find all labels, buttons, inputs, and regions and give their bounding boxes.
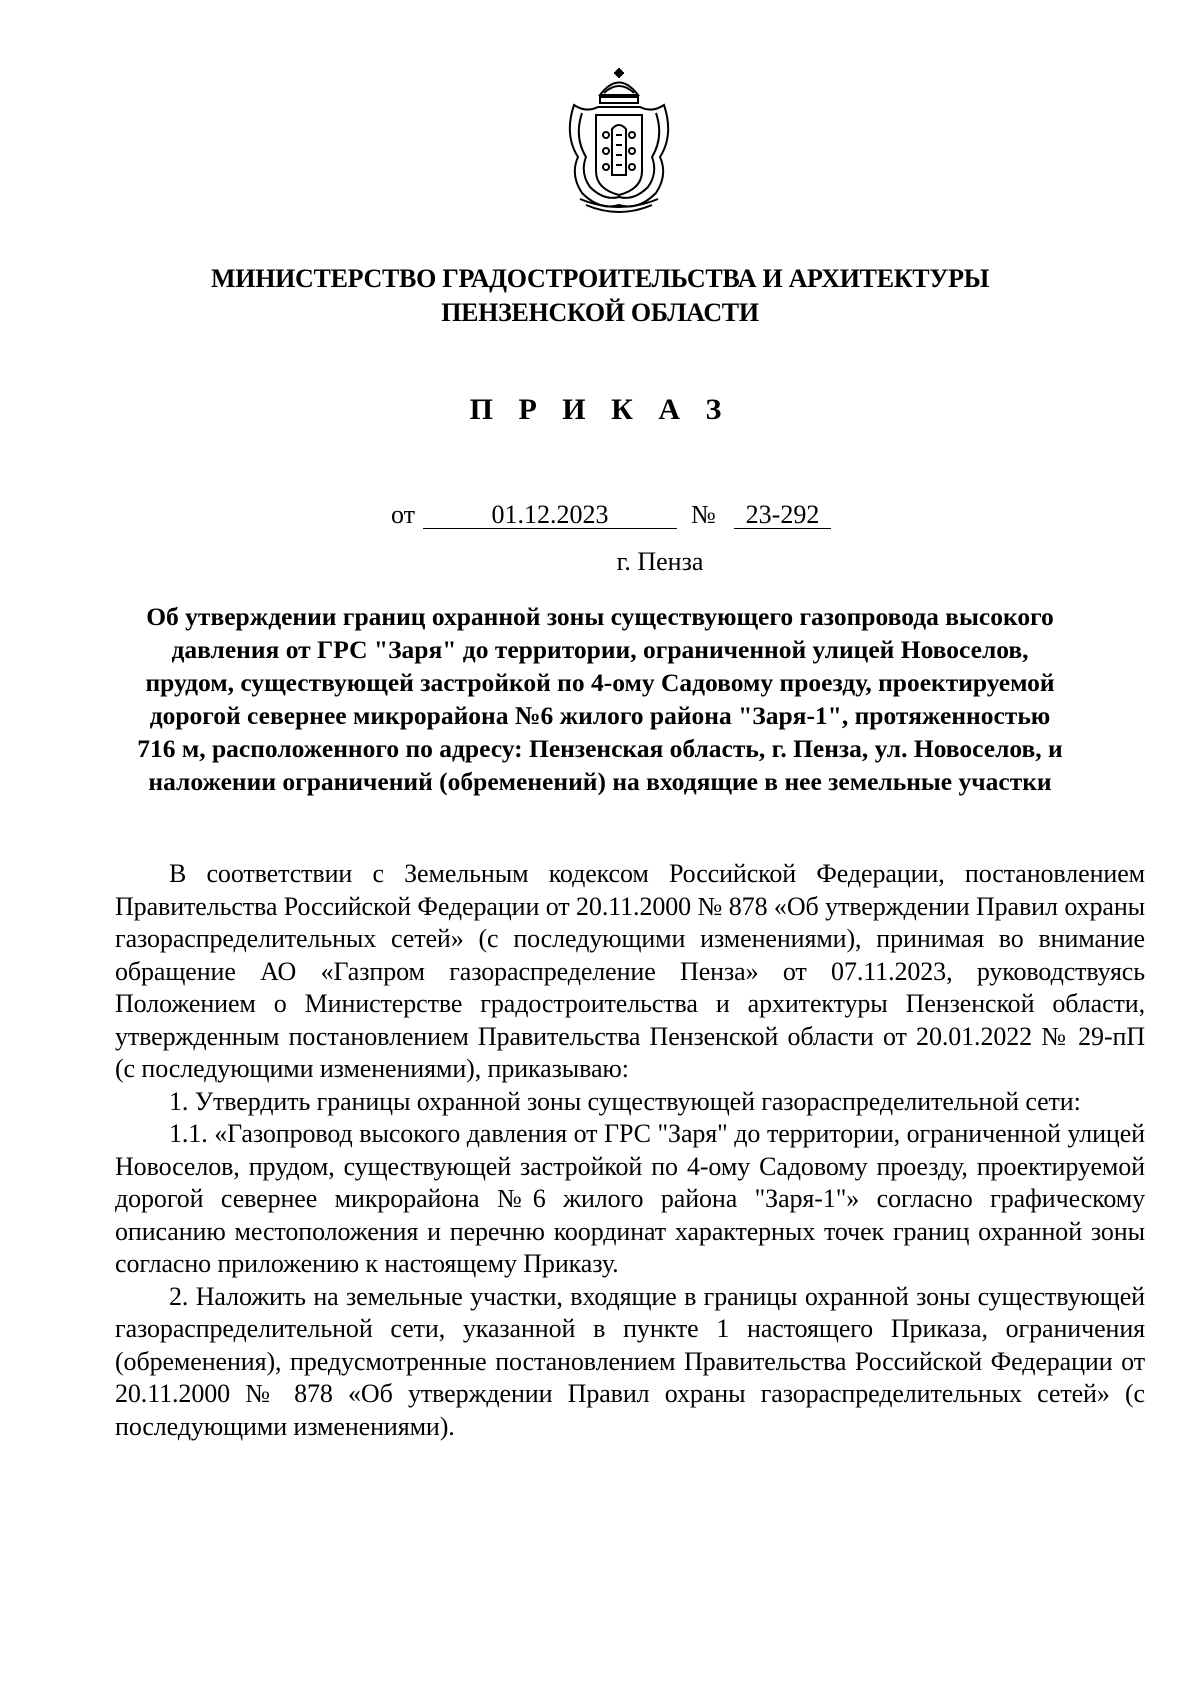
date-value: 01.12.2023 <box>423 498 677 529</box>
number-value: 23-292 <box>734 498 831 529</box>
ministry-name-line2: ПЕНЗЕНСКОЙ ОБЛАСТИ <box>441 298 759 327</box>
item-1-paragraph: 1. Утвердить границы охранной зоны существующей газораспределительной сети: <box>169 1086 1081 1116</box>
city-name: г. Пенза <box>616 547 704 576</box>
ministry-name <box>110 262 1090 330</box>
preamble-paragraph: В соответствии с Земельным кодексом Российской Федерации, постановлением Правительства Российской Федерации от 20.11.2000 № 878 «Об утверждении Правил охраны газораспределительных сетей» (с последующими изменениями), принимая во внимание обращение АО «Газпром газораспределение Пенза» от 07.11.2023, руководствуясь Положением о Министерстве градостроительства и архитектуры Пензенской области, утвержденным постановлением Правительства Пензенской области от 20.01.2022 № 29-пП (с последующими изменениями), приказываю: <box>115 859 1145 1083</box>
number-prefix: № <box>691 500 716 529</box>
item-2-paragraph: 2. Наложить на земельные участки, входящие в границы охранной зоны существующей газораспределительной сети, указанной в пункте 1 настоящего Приказа, ограничения (обременения), предусмотренные постановлением Правительства Российской Федерации от 20.11.2000 № 878 «Об утверждении Правил охраны газораспределительных сетей» (с последующими изменениями). <box>115 1281 1145 1441</box>
order-subject: Об утверждении границ охранной зоны существующего газопровода высокого давления от ГРС "Заря" до территории, ограниченной улицей Новоселов, прудом, существующей застройкой по 4-ому Садовому проезду, проектируемой дорогой севернее микрорайона №6 жилого района "Заря-1", протяженностью 716 м, расположенного по адресу: Пензенская область, г. Пенза, ул. Новоселов, и наложении ограничений (обременений) на входящие в нее земельные участки <box>137 602 1063 796</box>
ministry-name-line1: МИНИСТЕРСТВО ГРАДОСТРОИТЕЛЬСТВА И АРХИТЕКТУРЫ <box>211 264 989 293</box>
coat-of-arms-emblem <box>560 65 678 215</box>
date-prefix: от <box>391 500 416 529</box>
order-body <box>115 858 1145 1443</box>
item-1-1-paragraph: 1.1. «Газопровод высокого давления от ГРС "Заря" до территории, ограниченной улицей Новоселов, прудом, существующей застройкой по 4-ому Садовому проезду, проектируемой дорогой севернее микрорайона №6 жилого района "Заря-1"» согласно графическому описанию местоположения и перечню координат характерных точек границ охранной зоны согласно приложению к настоящему Приказу. <box>115 1119 1145 1278</box>
document-type-title: П Р И К А З <box>469 393 731 426</box>
